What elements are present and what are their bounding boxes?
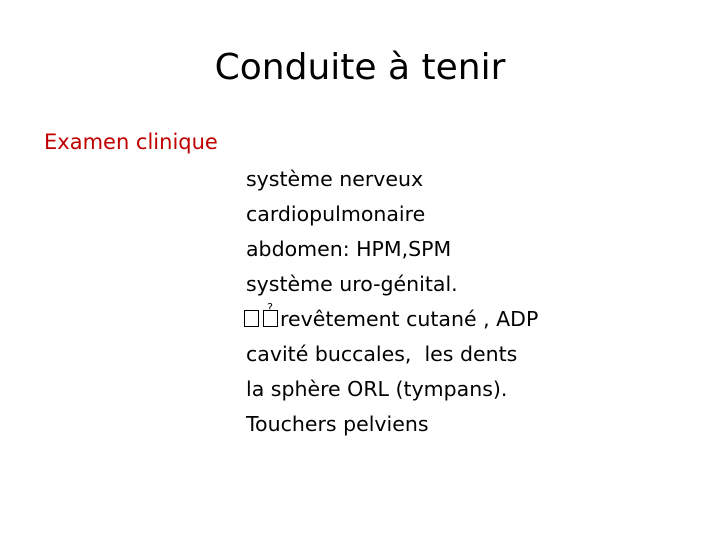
list-item xyxy=(246,372,538,407)
slide-title: Conduite à tenir xyxy=(214,47,506,88)
list-item-text: revêtement cutané , ADP xyxy=(280,307,539,331)
list-item xyxy=(246,267,538,302)
list-item-text: cavité buccales, les dents xyxy=(246,342,518,366)
list-item-text: cardiopulmonaire xyxy=(246,202,426,226)
exam-items-list xyxy=(246,162,538,442)
list-item-text: la sphère ORL (tympans). xyxy=(246,377,508,401)
section-heading: Examen clinique xyxy=(44,130,218,154)
list-item-text: système nerveux xyxy=(246,167,424,191)
list-item xyxy=(246,302,538,337)
list-item xyxy=(246,197,538,232)
list-item xyxy=(246,232,538,267)
list-item xyxy=(246,337,538,372)
list-item-text: abdomen: HPM,SPM xyxy=(246,237,452,261)
list-item-text: système uro-génital. xyxy=(246,272,458,296)
missing-glyph-box-icon xyxy=(244,310,259,327)
missing-glyph-box-icon: ? xyxy=(263,310,278,327)
list-item-text: Touchers pelviens xyxy=(246,412,429,436)
missing-glyph-prefix xyxy=(242,302,282,337)
list-item xyxy=(246,407,538,442)
list-item xyxy=(246,162,538,197)
